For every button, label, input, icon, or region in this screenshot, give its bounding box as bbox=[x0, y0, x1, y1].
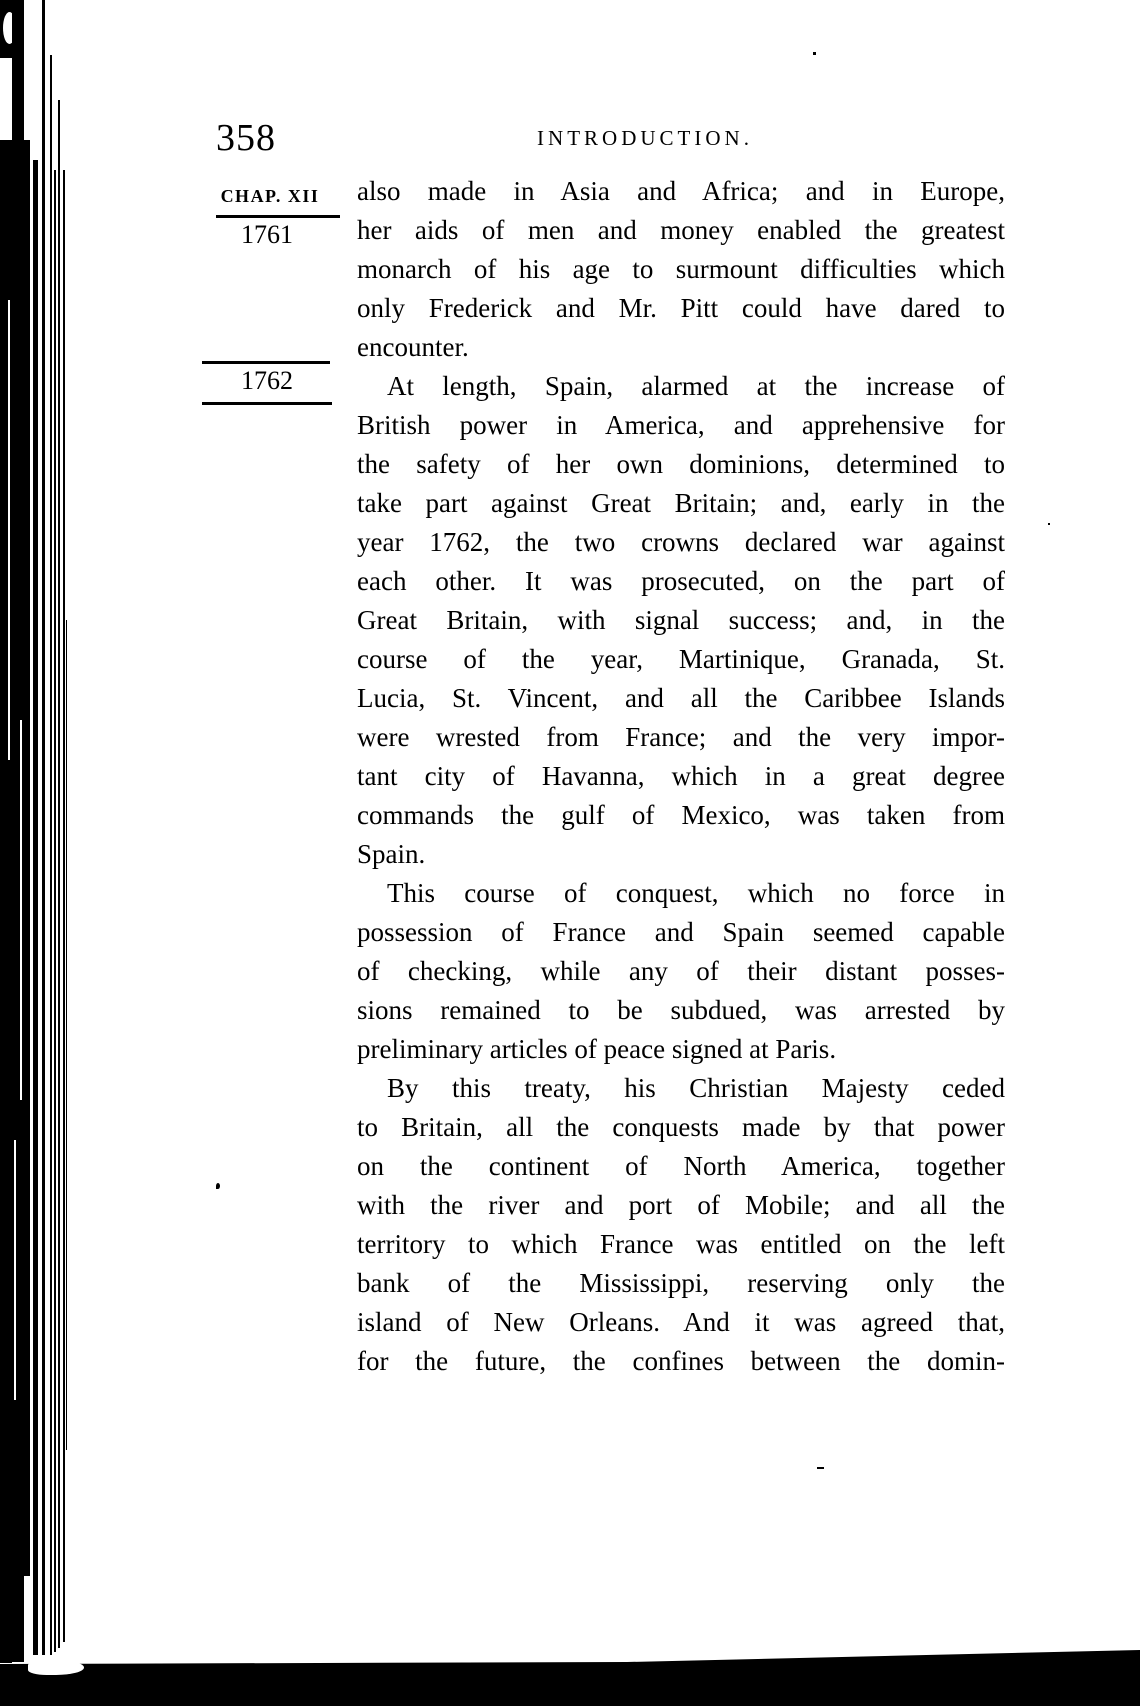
text-line: sions remained to be subdued, was arrested by bbox=[357, 995, 1005, 1025]
chapter-label: CHAP. XII bbox=[220, 186, 320, 206]
scan-artifact-stripe bbox=[50, 55, 52, 1655]
text-line: bank of the Mississippi, reserving only the bbox=[357, 1268, 1005, 1298]
text-line: to Britain, all the conquests made by that power bbox=[357, 1112, 1005, 1142]
running-head: INTRODUCTION. bbox=[537, 126, 753, 150]
scan-artifact-flare bbox=[28, 1660, 84, 1675]
text-line: Lucia, St. Vincent, and all the Caribbee Islands bbox=[357, 683, 1005, 713]
text-line: preliminary articles of peace signed at Paris. bbox=[357, 1034, 837, 1064]
text-line: tant city of Havanna, which in a great degree bbox=[357, 761, 1005, 791]
scan-artifact-gutter-tail bbox=[0, 1575, 12, 1663]
text-line: of checking, while any of their distant posses- bbox=[357, 956, 1005, 986]
scan-artifact-stripe bbox=[58, 100, 60, 1648]
text-line: monarch of his age to surmount difficulties which bbox=[357, 254, 1005, 284]
text-line: possession of France and Spain seemed capable bbox=[357, 917, 1005, 947]
text-line: This course of conquest, which no force in bbox=[387, 878, 1005, 908]
scan-artifact-hairline bbox=[14, 1140, 16, 1400]
scan-artifact-stripe bbox=[33, 160, 38, 1655]
margin-year-1762: 1762 bbox=[241, 366, 293, 395]
text-line: At length, Spain, alarmed at the increase of bbox=[387, 371, 1005, 401]
text-line: her aids of men and money enabled the greatest bbox=[357, 215, 1005, 245]
scan-artifact-stripe bbox=[42, 0, 45, 1655]
scan-speck bbox=[813, 52, 816, 55]
margin-year-1761: 1761 bbox=[241, 220, 293, 249]
text-line: commands the gulf of Mexico, was taken from bbox=[357, 800, 1005, 830]
scan-artifact-stripe bbox=[63, 170, 65, 1642]
scan-artifact-stripe bbox=[54, 170, 56, 1652]
text-line: year 1762, the two crowns declared war against bbox=[357, 527, 1005, 557]
text-line: were wrested from France; and the very impor- bbox=[357, 722, 1005, 752]
text-line: with the river and port of Mobile; and all the bbox=[357, 1190, 1005, 1220]
text-line: on the continent of North America, together bbox=[357, 1151, 1005, 1181]
scan-speck bbox=[817, 1467, 824, 1469]
text-line: Great Britain, with signal success; and, in the bbox=[357, 605, 1005, 635]
margin-rule bbox=[216, 215, 340, 218]
text-line: British power in America, and apprehensive for bbox=[357, 410, 1005, 440]
margin-rule bbox=[202, 402, 332, 405]
text-line: territory to which France was entitled on the left bbox=[357, 1229, 1005, 1259]
text-line: encounter. bbox=[357, 332, 469, 362]
scan-speck bbox=[1048, 523, 1050, 525]
scan-artifact-hairline bbox=[20, 720, 22, 1100]
text-line: each other. It was prosecuted, on the part of bbox=[357, 566, 1005, 596]
text-line: course of the year, Martinique, Granada, St. bbox=[357, 644, 1005, 674]
page-number: 358 bbox=[216, 117, 276, 159]
text-line: Spain. bbox=[357, 839, 426, 869]
text-line: take part against Great Britain; and, early in the bbox=[357, 488, 1005, 518]
text-line: for the future, the confines between the domin- bbox=[357, 1346, 1005, 1376]
scan-artifact-stripe bbox=[66, 620, 67, 1450]
body-text bbox=[357, 172, 1005, 1381]
scan-artifact-hairline bbox=[8, 300, 10, 760]
text-line: also made in Asia and Africa; and in Europe, bbox=[357, 176, 1005, 206]
text-line: island of New Orleans. And it was agreed that, bbox=[357, 1307, 1005, 1337]
scan-artifact-bottom-bar bbox=[0, 1646, 1140, 1706]
text-line: only Frederick and Mr. Pitt could have dared to bbox=[357, 293, 1005, 323]
scan-speck bbox=[216, 1183, 220, 1189]
text-line: the safety of her own dominions, determined to bbox=[357, 449, 1005, 479]
margin-rule bbox=[202, 361, 330, 364]
text-line: By this treaty, his Christian Majesty ceded bbox=[387, 1073, 1005, 1103]
